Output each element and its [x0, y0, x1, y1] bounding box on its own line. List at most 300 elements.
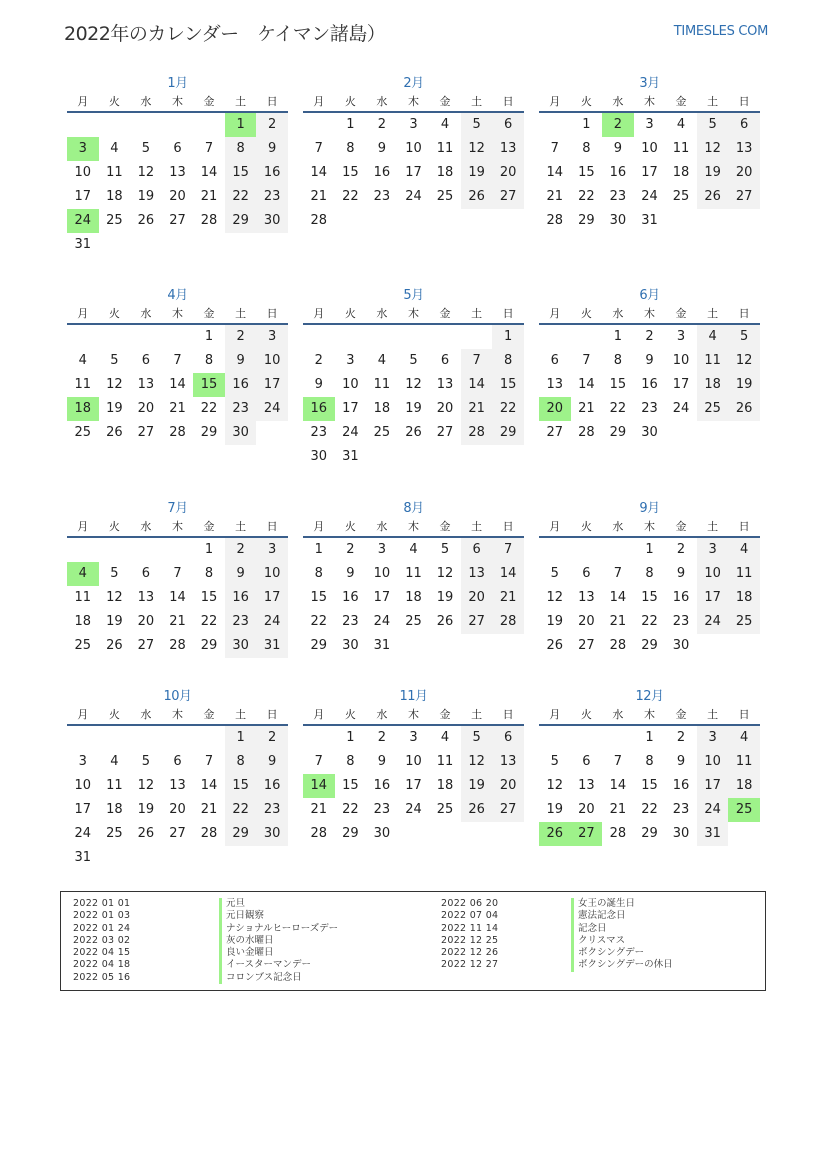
day-cell[interactable]: 7 — [613, 754, 623, 769]
day-cell[interactable]: 27 — [137, 425, 155, 440]
day-cell[interactable]: 2 — [676, 542, 686, 557]
day-cell[interactable]: 1 — [346, 730, 355, 745]
day-cell[interactable]: 24 — [697, 610, 729, 634]
day-cell[interactable]: 11 — [728, 750, 760, 774]
day-cell[interactable]: 14 — [461, 373, 493, 397]
day-cell[interactable]: 18 — [697, 373, 729, 397]
day-cell[interactable]: 11 — [728, 562, 760, 586]
day-cell[interactable]: 22 — [342, 802, 359, 817]
day-cell[interactable]: 31 — [256, 634, 288, 658]
day-cell[interactable]: 2 — [256, 113, 288, 137]
day-cell[interactable]: 22 — [578, 189, 595, 204]
brand-logo-text[interactable]: TIMESLES COM — [673, 24, 768, 39]
day-cell[interactable]: 3 — [377, 542, 387, 557]
day-cell[interactable]: 22 — [225, 185, 257, 209]
day-cell[interactable]: 20 — [492, 161, 524, 185]
day-cell[interactable]: 19 — [106, 614, 123, 629]
day-cell[interactable]: 1 — [582, 117, 591, 132]
day-cell[interactable]: 8 — [225, 137, 257, 161]
day-cell[interactable]: 30 — [342, 638, 359, 653]
day-cell[interactable]: 30 — [373, 826, 391, 841]
day-cell[interactable]: 17 — [405, 165, 422, 180]
day-cell[interactable]: 6 — [173, 754, 182, 769]
day-cell[interactable]: 15 — [641, 590, 658, 605]
day-cell[interactable]: 29 — [342, 826, 359, 841]
day-cell[interactable]: 2 — [377, 117, 387, 132]
day-cell[interactable]: 1 — [645, 542, 654, 557]
day-cell[interactable]: 17 — [256, 373, 288, 397]
day-cell[interactable]: 19 — [697, 161, 729, 185]
day-cell[interactable]: 28 — [492, 610, 524, 634]
day-cell[interactable]: 9 — [613, 141, 623, 156]
day-cell[interactable]: 10 — [697, 750, 729, 774]
day-cell[interactable]: 15 — [200, 590, 218, 605]
holiday-day-cell[interactable]: 25 — [728, 798, 760, 822]
day-cell[interactable]: 9 — [377, 141, 387, 156]
day-cell[interactable]: 30 — [225, 421, 257, 445]
day-cell[interactable]: 7 — [492, 538, 524, 562]
day-cell[interactable]: 29 — [225, 822, 257, 846]
day-cell[interactable]: 23 — [225, 397, 257, 421]
day-cell[interactable]: 10 — [697, 562, 729, 586]
day-cell[interactable]: 4 — [110, 141, 119, 156]
day-cell[interactable]: 25 — [74, 425, 92, 440]
day-cell[interactable]: 4 — [110, 754, 119, 769]
day-cell[interactable]: 27 — [436, 425, 454, 440]
day-cell[interactable]: 6 — [582, 566, 591, 581]
day-cell[interactable]: 14 — [200, 165, 218, 180]
day-cell[interactable]: 26 — [137, 826, 155, 841]
day-cell[interactable]: 5 — [550, 754, 559, 769]
day-cell[interactable]: 15 — [492, 373, 524, 397]
day-cell[interactable]: 23 — [672, 802, 690, 817]
day-cell[interactable]: 3 — [409, 730, 418, 745]
day-cell[interactable]: 11 — [74, 590, 92, 605]
day-cell[interactable]: 20 — [137, 401, 155, 416]
day-cell[interactable]: 3 — [256, 325, 288, 349]
day-cell[interactable]: 6 — [492, 726, 524, 750]
day-cell[interactable]: 14 — [310, 165, 328, 180]
day-cell[interactable]: 6 — [550, 353, 559, 368]
day-cell[interactable]: 29 — [310, 638, 328, 653]
day-cell[interactable]: 11 — [436, 141, 454, 156]
day-cell[interactable]: 2 — [346, 542, 355, 557]
day-cell[interactable]: 31 — [373, 638, 391, 653]
day-cell[interactable]: 30 — [641, 425, 658, 440]
day-cell[interactable]: 31 — [342, 449, 359, 464]
day-cell[interactable]: 30 — [609, 213, 627, 228]
day-cell[interactable]: 4 — [728, 538, 760, 562]
day-cell[interactable]: 10 — [373, 566, 391, 581]
day-cell[interactable]: 21 — [578, 401, 595, 416]
day-cell[interactable]: 22 — [492, 397, 524, 421]
day-cell[interactable]: 23 — [310, 425, 328, 440]
day-cell[interactable]: 21 — [310, 189, 328, 204]
day-cell[interactable]: 26 — [106, 638, 123, 653]
day-cell[interactable]: 28 — [200, 213, 218, 228]
day-cell[interactable]: 4 — [377, 353, 387, 368]
day-cell[interactable]: 17 — [74, 802, 92, 817]
day-cell[interactable]: 23 — [641, 401, 658, 416]
day-cell[interactable]: 7 — [173, 353, 182, 368]
day-cell[interactable]: 11 — [106, 165, 123, 180]
day-cell[interactable]: 22 — [200, 614, 218, 629]
day-cell[interactable]: 19 — [461, 161, 493, 185]
day-cell[interactable]: 28 — [169, 638, 186, 653]
day-cell[interactable]: 21 — [546, 189, 564, 204]
day-cell[interactable]: 11 — [436, 754, 454, 769]
day-cell[interactable]: 29 — [609, 425, 627, 440]
day-cell[interactable]: 25 — [436, 802, 454, 817]
day-cell[interactable]: 12 — [461, 137, 493, 161]
day-cell[interactable]: 26 — [405, 425, 422, 440]
day-cell[interactable]: 10 — [342, 377, 359, 392]
day-cell[interactable]: 18 — [436, 165, 454, 180]
holiday-day-cell[interactable]: 18 — [67, 397, 99, 421]
day-cell[interactable]: 4 — [676, 117, 686, 132]
day-cell[interactable]: 13 — [492, 750, 524, 774]
day-cell[interactable]: 23 — [256, 185, 288, 209]
day-cell[interactable]: 6 — [728, 113, 760, 137]
day-cell[interactable]: 8 — [645, 566, 654, 581]
day-cell[interactable]: 17 — [697, 774, 729, 798]
day-cell[interactable]: 30 — [672, 638, 690, 653]
day-cell[interactable]: 28 — [546, 213, 564, 228]
day-cell[interactable]: 17 — [74, 189, 92, 204]
day-cell[interactable]: 16 — [609, 165, 627, 180]
day-cell[interactable]: 28 — [200, 826, 218, 841]
day-cell[interactable]: 1 — [204, 542, 214, 557]
day-cell[interactable]: 12 — [106, 590, 123, 605]
day-cell[interactable]: 11 — [373, 377, 391, 392]
day-cell[interactable]: 11 — [106, 778, 123, 793]
day-cell[interactable]: 19 — [137, 802, 155, 817]
day-cell[interactable]: 27 — [492, 798, 524, 822]
day-cell[interactable]: 19 — [106, 401, 123, 416]
day-cell[interactable]: 5 — [461, 113, 493, 137]
day-cell[interactable]: 31 — [74, 237, 92, 252]
day-cell[interactable]: 26 — [436, 614, 454, 629]
day-cell[interactable]: 19 — [405, 401, 422, 416]
day-cell[interactable]: 13 — [169, 165, 186, 180]
day-cell[interactable]: 4 — [78, 353, 87, 368]
day-cell[interactable]: 25 — [373, 425, 391, 440]
day-cell[interactable]: 14 — [609, 590, 627, 605]
day-cell[interactable]: 9 — [314, 377, 323, 392]
day-cell[interactable]: 21 — [310, 802, 328, 817]
day-cell[interactable]: 21 — [169, 614, 186, 629]
day-cell[interactable]: 9 — [676, 754, 686, 769]
day-cell[interactable]: 13 — [137, 377, 155, 392]
day-cell[interactable]: 29 — [225, 209, 257, 233]
day-cell[interactable]: 20 — [461, 586, 493, 610]
day-cell[interactable]: 21 — [492, 586, 524, 610]
day-cell[interactable]: 8 — [204, 566, 214, 581]
holiday-day-cell[interactable]: 4 — [67, 562, 99, 586]
day-cell[interactable]: 18 — [436, 778, 454, 793]
day-cell[interactable]: 11 — [74, 377, 92, 392]
day-cell[interactable]: 25 — [672, 189, 690, 204]
day-cell[interactable]: 2 — [256, 726, 288, 750]
day-cell[interactable]: 13 — [492, 137, 524, 161]
day-cell[interactable]: 18 — [74, 614, 92, 629]
day-cell[interactable]: 25 — [106, 826, 123, 841]
day-cell[interactable]: 29 — [641, 826, 658, 841]
day-cell[interactable]: 17 — [373, 590, 391, 605]
day-cell[interactable]: 8 — [346, 141, 355, 156]
day-cell[interactable]: 30 — [256, 822, 288, 846]
day-cell[interactable]: 9 — [225, 349, 257, 373]
day-cell[interactable]: 13 — [578, 778, 595, 793]
day-cell[interactable]: 24 — [74, 826, 92, 841]
day-cell[interactable]: 18 — [106, 189, 123, 204]
day-cell[interactable]: 6 — [173, 141, 182, 156]
day-cell[interactable]: 17 — [405, 778, 422, 793]
day-cell[interactable]: 7 — [204, 141, 214, 156]
day-cell[interactable]: 16 — [373, 778, 391, 793]
day-cell[interactable]: 3 — [256, 538, 288, 562]
day-cell[interactable]: 22 — [641, 802, 658, 817]
day-cell[interactable]: 23 — [373, 802, 391, 817]
holiday-day-cell[interactable]: 16 — [303, 397, 335, 421]
day-cell[interactable]: 28 — [461, 421, 493, 445]
day-cell[interactable]: 2 — [676, 730, 686, 745]
day-cell[interactable]: 28 — [310, 213, 328, 228]
day-cell[interactable]: 8 — [225, 750, 257, 774]
day-cell[interactable]: 1 — [225, 726, 257, 750]
day-cell[interactable]: 8 — [613, 353, 623, 368]
day-cell[interactable]: 27 — [546, 425, 564, 440]
day-cell[interactable]: 24 — [697, 798, 729, 822]
day-cell[interactable]: 2 — [225, 538, 257, 562]
day-cell[interactable]: 5 — [550, 566, 559, 581]
day-cell[interactable]: 8 — [314, 566, 323, 581]
day-cell[interactable]: 9 — [225, 562, 257, 586]
day-cell[interactable]: 25 — [728, 610, 760, 634]
day-cell[interactable]: 17 — [697, 586, 729, 610]
day-cell[interactable]: 31 — [697, 822, 729, 846]
day-cell[interactable]: 28 — [169, 425, 186, 440]
day-cell[interactable]: 12 — [728, 349, 760, 373]
day-cell[interactable]: 1 — [204, 329, 214, 344]
day-cell[interactable]: 8 — [492, 349, 524, 373]
day-cell[interactable]: 17 — [342, 401, 359, 416]
day-cell[interactable]: 9 — [377, 754, 387, 769]
day-cell[interactable]: 29 — [641, 638, 658, 653]
day-cell[interactable]: 4 — [728, 726, 760, 750]
day-cell[interactable]: 24 — [256, 610, 288, 634]
day-cell[interactable]: 22 — [342, 189, 359, 204]
day-cell[interactable]: 4 — [440, 117, 450, 132]
day-cell[interactable]: 2 — [377, 730, 387, 745]
day-cell[interactable]: 12 — [137, 165, 155, 180]
day-cell[interactable]: 8 — [645, 754, 654, 769]
day-cell[interactable]: 24 — [256, 397, 288, 421]
day-cell[interactable]: 26 — [728, 397, 760, 421]
day-cell[interactable]: 23 — [225, 610, 257, 634]
day-cell[interactable]: 28 — [578, 425, 595, 440]
day-cell[interactable]: 23 — [256, 798, 288, 822]
day-cell[interactable]: 2 — [225, 325, 257, 349]
day-cell[interactable]: 23 — [342, 614, 359, 629]
day-cell[interactable]: 3 — [676, 329, 686, 344]
day-cell[interactable]: 19 — [461, 774, 493, 798]
day-cell[interactable]: 15 — [342, 165, 359, 180]
day-cell[interactable]: 22 — [609, 401, 627, 416]
day-cell[interactable]: 10 — [672, 353, 690, 368]
day-cell[interactable]: 20 — [169, 802, 186, 817]
day-cell[interactable]: 7 — [173, 566, 182, 581]
day-cell[interactable]: 1 — [492, 325, 524, 349]
day-cell[interactable]: 8 — [346, 754, 355, 769]
day-cell[interactable]: 19 — [137, 189, 155, 204]
day-cell[interactable]: 31 — [74, 850, 92, 865]
day-cell[interactable]: 24 — [672, 401, 690, 416]
day-cell[interactable]: 28 — [609, 638, 627, 653]
day-cell[interactable]: 24 — [641, 189, 658, 204]
day-cell[interactable]: 15 — [225, 774, 257, 798]
day-cell[interactable]: 5 — [728, 325, 760, 349]
day-cell[interactable]: 21 — [200, 802, 218, 817]
day-cell[interactable]: 7 — [582, 353, 591, 368]
day-cell[interactable]: 20 — [169, 189, 186, 204]
day-cell[interactable]: 18 — [106, 802, 123, 817]
holiday-day-cell[interactable]: 24 — [67, 209, 99, 233]
day-cell[interactable]: 7 — [461, 349, 493, 373]
day-cell[interactable]: 21 — [609, 614, 627, 629]
day-cell[interactable]: 19 — [728, 373, 760, 397]
day-cell[interactable]: 10 — [74, 165, 92, 180]
day-cell[interactable]: 13 — [578, 590, 595, 605]
day-cell[interactable]: 5 — [409, 353, 418, 368]
day-cell[interactable]: 20 — [137, 614, 155, 629]
day-cell[interactable]: 26 — [546, 638, 564, 653]
holiday-day-cell[interactable]: 1 — [225, 113, 257, 137]
day-cell[interactable]: 27 — [461, 610, 493, 634]
holiday-day-cell[interactable]: 26 — [539, 822, 571, 846]
day-cell[interactable]: 9 — [256, 750, 288, 774]
day-cell[interactable]: 2 — [314, 353, 323, 368]
day-cell[interactable]: 23 — [672, 614, 690, 629]
day-cell[interactable]: 14 — [546, 165, 564, 180]
day-cell[interactable]: 16 — [256, 774, 288, 798]
day-cell[interactable]: 8 — [204, 353, 214, 368]
day-cell[interactable]: 14 — [609, 778, 627, 793]
day-cell[interactable]: 18 — [728, 774, 760, 798]
day-cell[interactable]: 20 — [578, 802, 595, 817]
day-cell[interactable]: 9 — [256, 137, 288, 161]
holiday-day-cell[interactable]: 20 — [539, 397, 571, 421]
day-cell[interactable]: 18 — [728, 586, 760, 610]
day-cell[interactable]: 6 — [141, 353, 151, 368]
day-cell[interactable]: 20 — [492, 774, 524, 798]
day-cell[interactable]: 6 — [492, 113, 524, 137]
day-cell[interactable]: 7 — [314, 141, 323, 156]
day-cell[interactable]: 22 — [200, 401, 218, 416]
day-cell[interactable]: 12 — [546, 590, 564, 605]
day-cell[interactable]: 23 — [373, 189, 391, 204]
day-cell[interactable]: 1 — [314, 542, 323, 557]
day-cell[interactable]: 3 — [645, 117, 654, 132]
day-cell[interactable]: 1 — [346, 117, 355, 132]
day-cell[interactable]: 6 — [582, 754, 591, 769]
day-cell[interactable]: 24 — [373, 614, 391, 629]
day-cell[interactable]: 10 — [256, 349, 288, 373]
holiday-day-cell[interactable]: 2 — [602, 113, 634, 137]
day-cell[interactable]: 28 — [609, 826, 627, 841]
day-cell[interactable]: 16 — [342, 590, 359, 605]
holiday-day-cell[interactable]: 14 — [303, 774, 335, 798]
day-cell[interactable]: 20 — [728, 161, 760, 185]
day-cell[interactable]: 13 — [546, 377, 564, 392]
day-cell[interactable]: 27 — [169, 826, 186, 841]
day-cell[interactable]: 17 — [672, 377, 690, 392]
day-cell[interactable]: 24 — [342, 425, 359, 440]
day-cell[interactable]: 10 — [256, 562, 288, 586]
day-cell[interactable]: 18 — [405, 590, 422, 605]
holiday-day-cell[interactable]: 15 — [193, 373, 225, 397]
day-cell[interactable]: 27 — [137, 638, 155, 653]
day-cell[interactable]: 6 — [440, 353, 450, 368]
day-cell[interactable]: 15 — [225, 161, 257, 185]
day-cell[interactable]: 20 — [436, 401, 454, 416]
day-cell[interactable]: 31 — [641, 213, 658, 228]
day-cell[interactable]: 25 — [106, 213, 123, 228]
day-cell[interactable]: 16 — [256, 161, 288, 185]
holiday-day-cell[interactable]: 3 — [67, 137, 99, 161]
day-cell[interactable]: 21 — [461, 397, 493, 421]
day-cell[interactable]: 15 — [641, 778, 658, 793]
day-cell[interactable]: 19 — [436, 590, 454, 605]
day-cell[interactable]: 16 — [373, 165, 391, 180]
day-cell[interactable]: 21 — [200, 189, 218, 204]
day-cell[interactable]: 4 — [440, 730, 450, 745]
day-cell[interactable]: 15 — [342, 778, 359, 793]
day-cell[interactable]: 22 — [310, 614, 328, 629]
day-cell[interactable]: 3 — [697, 538, 729, 562]
day-cell[interactable]: 6 — [141, 566, 151, 581]
day-cell[interactable]: 30 — [672, 826, 690, 841]
day-cell[interactable]: 26 — [137, 213, 155, 228]
day-cell[interactable]: 27 — [728, 185, 760, 209]
day-cell[interactable]: 12 — [436, 566, 454, 581]
day-cell[interactable]: 7 — [204, 754, 214, 769]
day-cell[interactable]: 26 — [697, 185, 729, 209]
day-cell[interactable]: 7 — [550, 141, 559, 156]
day-cell[interactable]: 15 — [310, 590, 328, 605]
day-cell[interactable]: 15 — [609, 377, 627, 392]
day-cell[interactable]: 23 — [609, 189, 627, 204]
day-cell[interactable]: 8 — [582, 141, 591, 156]
day-cell[interactable]: 7 — [613, 566, 623, 581]
day-cell[interactable]: 11 — [405, 566, 422, 581]
day-cell[interactable]: 10 — [641, 141, 658, 156]
day-cell[interactable]: 26 — [461, 185, 493, 209]
day-cell[interactable]: 25 — [697, 397, 729, 421]
day-cell[interactable]: 20 — [578, 614, 595, 629]
day-cell[interactable]: 12 — [697, 137, 729, 161]
day-cell[interactable]: 24 — [405, 189, 422, 204]
day-cell[interactable]: 21 — [169, 401, 186, 416]
day-cell[interactable]: 6 — [461, 538, 493, 562]
day-cell[interactable]: 25 — [405, 614, 422, 629]
day-cell[interactable]: 12 — [546, 778, 564, 793]
day-cell[interactable]: 16 — [672, 778, 690, 793]
day-cell[interactable]: 9 — [645, 353, 654, 368]
day-cell[interactable]: 5 — [110, 566, 119, 581]
day-cell[interactable]: 15 — [578, 165, 595, 180]
day-cell[interactable]: 22 — [225, 798, 257, 822]
